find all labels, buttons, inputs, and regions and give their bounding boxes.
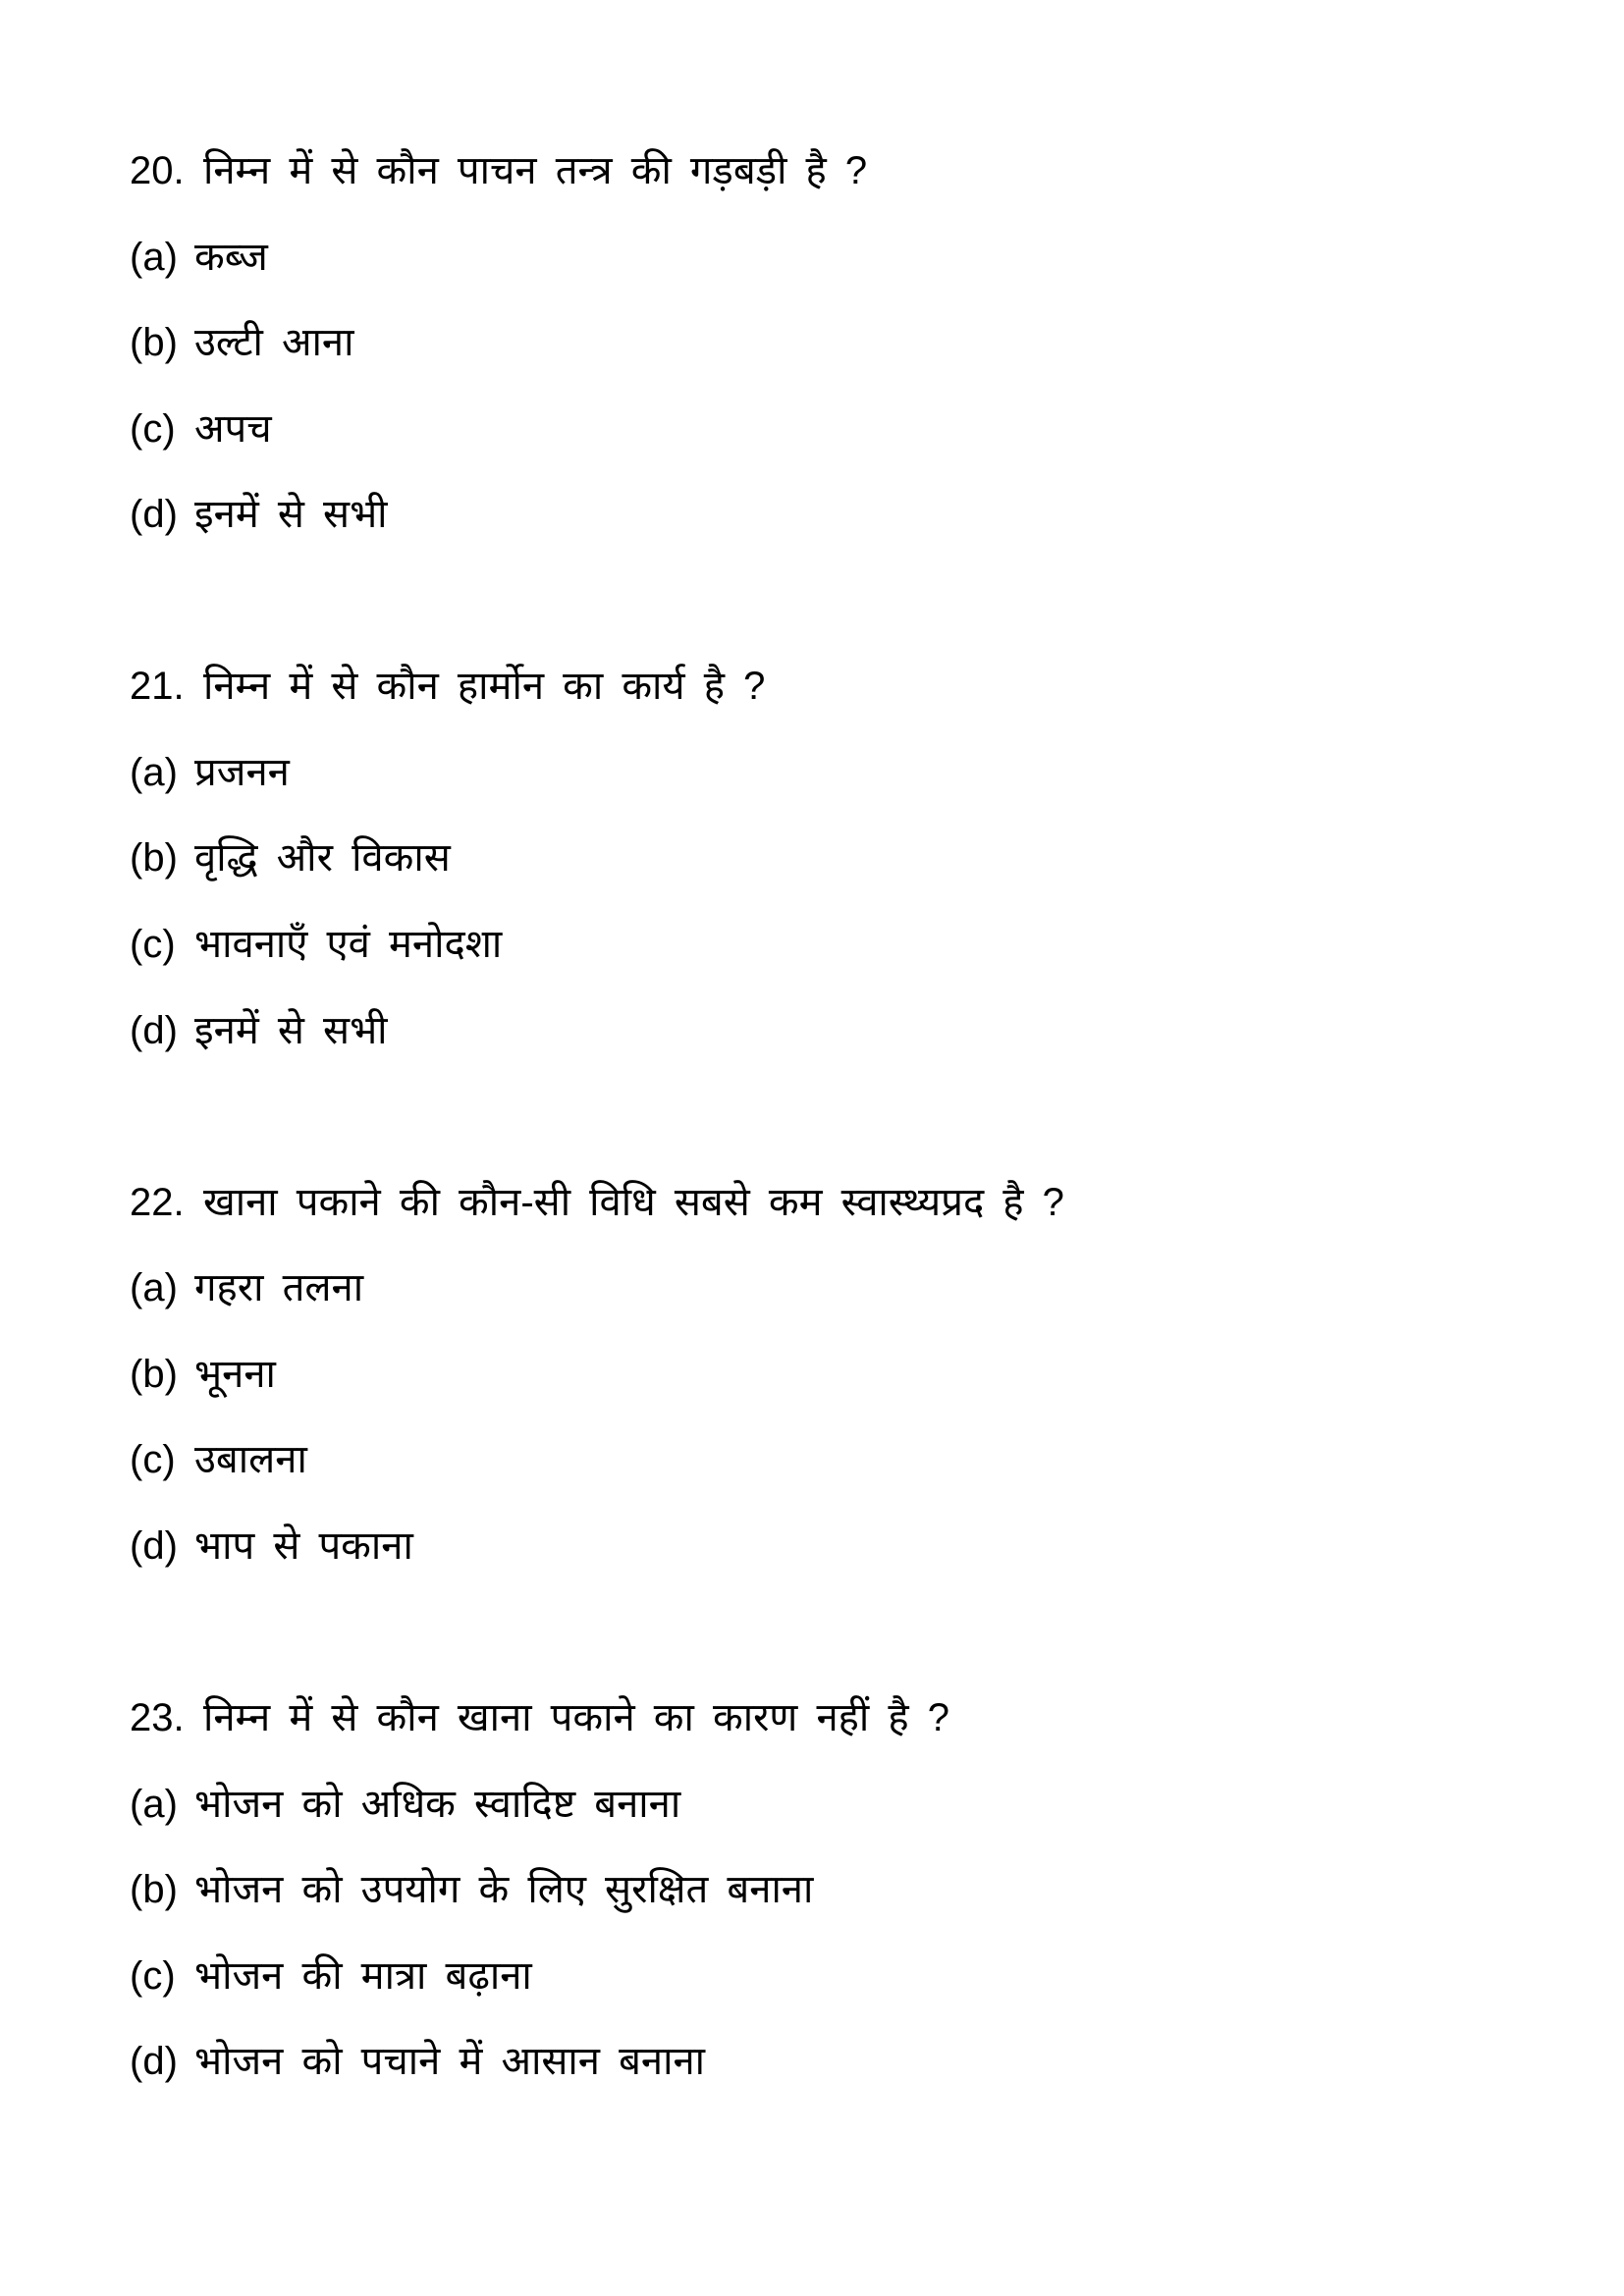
option-text: भोजन को उपयोग के लिए सुरक्षित बनाना — [194, 1868, 814, 1912]
option-label: (a) — [130, 1266, 178, 1310]
question-22 — [130, 1159, 1064, 1246]
option-20-a — [130, 214, 268, 300]
option-label: (d) — [130, 493, 178, 537]
option-text: गहरा तलना — [194, 1266, 364, 1310]
option-label: (a) — [130, 1782, 178, 1826]
option-text: अपच — [194, 406, 272, 451]
option-text: वृद्धि और विकास — [194, 836, 451, 881]
option-20-c — [130, 386, 272, 472]
option-text: भावनाएँ एवं मनोदशा — [194, 923, 503, 967]
question-21 — [130, 643, 765, 729]
option-label: (d) — [130, 2040, 178, 2084]
option-label: (d) — [130, 1523, 178, 1568]
question-20 — [130, 128, 867, 214]
option-text: प्रजनन — [194, 750, 290, 794]
question-text: निम्न में से कौन खाना पकाने का कारण नहीं है ? — [203, 1696, 949, 1740]
option-label: (d) — [130, 1008, 178, 1052]
option-20-b — [130, 299, 353, 386]
option-text: कब्ज — [194, 235, 268, 279]
option-label: (b) — [130, 1868, 178, 1912]
option-label: (c) — [130, 406, 176, 451]
option-label: (a) — [130, 750, 178, 794]
option-20-d — [130, 471, 388, 558]
option-22-d — [130, 1503, 413, 1589]
option-label: (b) — [130, 836, 178, 881]
option-21-c — [130, 901, 502, 988]
option-text: भोजन की मात्रा बढ़ाना — [194, 1953, 532, 1998]
option-label: (a) — [130, 235, 178, 279]
question-number: 22. — [130, 1180, 185, 1224]
option-21-a — [130, 729, 290, 816]
option-text: इनमें से सभी — [194, 493, 388, 537]
option-21-d — [130, 988, 388, 1074]
option-label: (c) — [130, 1953, 176, 1998]
option-text: भोजन को अधिक स्वादिष्ट बनाना — [194, 1782, 681, 1826]
option-21-b — [130, 815, 451, 901]
option-23-d — [130, 2018, 705, 2105]
option-label: (b) — [130, 1352, 178, 1396]
option-text: इनमें से सभी — [194, 1008, 388, 1052]
option-text: भूनना — [194, 1352, 276, 1396]
option-22-a — [130, 1245, 363, 1331]
option-text: उबालना — [194, 1438, 307, 1482]
option-23-c — [130, 1933, 532, 2019]
question-text: निम्न में से कौन हार्मोन का कार्य है ? — [203, 665, 766, 709]
question-23 — [130, 1675, 949, 1761]
option-label: (c) — [130, 1438, 176, 1482]
option-text: भाप से पकाना — [194, 1523, 413, 1568]
option-22-c — [130, 1416, 307, 1503]
option-23-b — [130, 1846, 813, 1933]
question-number: 20. — [130, 149, 185, 192]
question-number: 23. — [130, 1696, 185, 1740]
option-label: (b) — [130, 321, 178, 365]
option-label: (c) — [130, 923, 176, 967]
option-22-b — [130, 1331, 276, 1417]
option-text: भोजन को पचाने में आसान बनाना — [194, 2040, 706, 2084]
option-text: उल्टी आना — [194, 321, 354, 365]
question-number: 21. — [130, 665, 185, 709]
question-text: खाना पकाने की कौन-सी विधि सबसे कम स्वास्थ्यप्रद है ? — [203, 1180, 1064, 1224]
option-23-a — [130, 1761, 680, 1847]
question-text: निम्न में से कौन पाचन तन्त्र की गड़बड़ी है ? — [203, 149, 868, 192]
